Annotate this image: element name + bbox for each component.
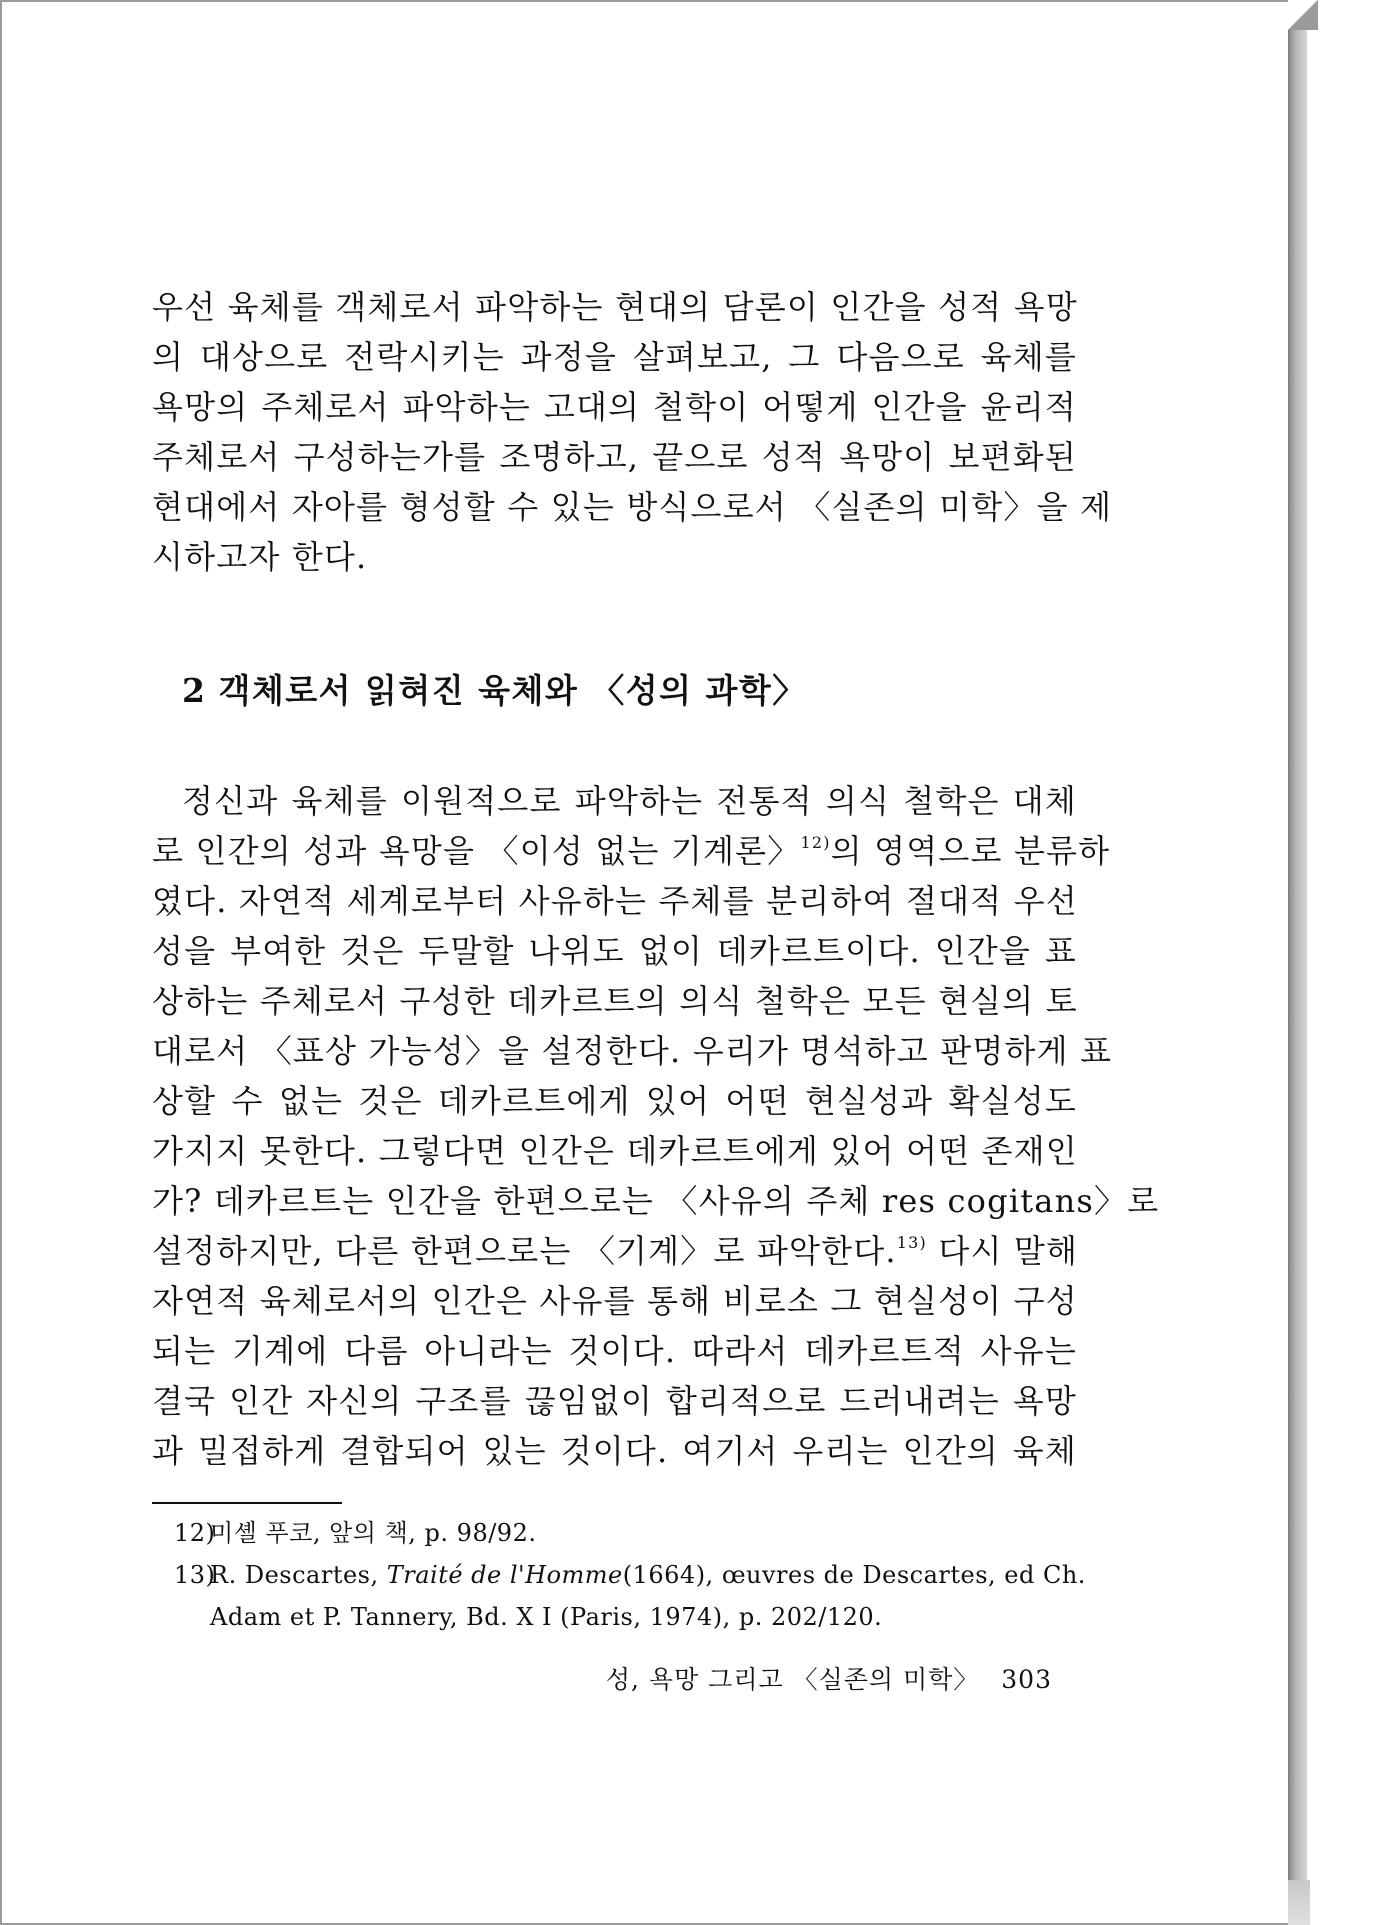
text-line: 의 대상으로 전락시키는 과정을 살펴보고, 그 다음으로 육체를 [152, 338, 1077, 376]
text-segment: 의 영역으로 분류하 [830, 832, 1111, 870]
text-line [152, 1226, 1077, 1276]
page-body [152, 282, 1160, 1638]
text-line: 욕망의 주체로서 파악하는 고대의 철학이 어떻게 인간을 윤리적 [152, 388, 1077, 426]
text-line: 되는 기계에 다름 아니라는 것이다. 따라서 데카르트적 사유는 [152, 1332, 1077, 1370]
footnote-number: 13) [174, 1561, 216, 1589]
text-line: 가? 데카르트는 인간을 한편으로는 〈사유의 주체 res cogitans〉로 [152, 1182, 1160, 1220]
text-line: 상하는 주체로서 구성한 데카르트의 의식 철학은 모든 현실의 토 [152, 982, 1078, 1020]
text-line: 였다. 자연적 세계로부터 사유하는 주체를 분리하여 절대적 우선 [152, 882, 1078, 920]
footnotes [152, 1512, 1086, 1638]
footnote-13 [152, 1554, 1086, 1596]
section-title: 객체로서 읽혀진 육체와 〈성의 과학〉 [218, 671, 807, 710]
page-stack-edge [1288, 0, 1307, 1925]
body-paragraph [152, 776, 1160, 1476]
footnote-text: (1664), œuvres de Descartes, ed Ch. [622, 1561, 1086, 1589]
text-line: 시하고자 한다. [152, 538, 368, 576]
footnote-12 [152, 1512, 1077, 1554]
text-line: 결국 인간 자신의 구조를 끊임없이 합리적으로 드러내려는 욕망 [152, 1382, 1077, 1420]
text-line: 가지지 못한다. 그렇다면 인간은 데카르트에게 있어 어떤 존재인 [152, 1132, 1078, 1170]
running-title: 성, 욕망 그리고 〈실존의 미학〉 [605, 1665, 980, 1694]
text-line [152, 826, 1111, 876]
text-line: 상할 수 없는 것은 데카르트에게 있어 어떤 현실성과 확실성도 [152, 1082, 1077, 1120]
text-line: 우선 육체를 객체로서 파악하는 현대의 담론이 인간을 성적 욕망 [152, 288, 1078, 326]
section-number: 2 [182, 671, 207, 710]
text-segment: 로 인간의 성과 욕망을 〈이성 없는 기계론〉 [152, 832, 801, 870]
section-heading [182, 666, 1077, 716]
text-line: 성을 부여한 것은 두말할 나위도 없이 데카르트이다. 인간을 표 [152, 932, 1077, 970]
footnote-book-title: Traité de l'Homme [386, 1561, 623, 1589]
intro-paragraph [152, 282, 1113, 582]
text-line: 현대에서 자아를 형성할 수 있는 방식으로서 〈실존의 미학〉을 제 [152, 488, 1113, 526]
footnote-text: R. Descartes, [210, 1561, 387, 1589]
footnote-divider [152, 1502, 342, 1504]
footnote-number: 12) [174, 1519, 216, 1547]
text-segment: 설정하지만, 다른 한편으로는 〈기계〉로 파악한다. [152, 1232, 897, 1270]
text-line: 자연적 육체로서의 인간은 사유를 통해 비로소 그 현실성이 구성 [152, 1282, 1078, 1320]
footnote-text: 미셸 푸코, 앞의 책, p. 98/92. [210, 1519, 537, 1547]
text-line: 주체로서 구성하는가를 조명하고, 끝으로 성적 욕망이 보편화된 [152, 438, 1077, 476]
footnote-13-continued: Adam et P. Tannery, Bd. X I (Paris, 1974), p. 202/120. [210, 1603, 883, 1631]
text-line: 과 밀접하게 결합되어 있는 것이다. 여기서 우리는 인간의 육체 [152, 1432, 1077, 1470]
text-line: 대로서 〈표상 가능성〉을 설정한다. 우리가 명석하고 판명하게 표 [152, 1032, 1113, 1070]
footnote-ref-12: 12) [800, 833, 831, 852]
page-bottom-edge [1288, 1880, 1310, 1925]
page-fold-corner [1288, 0, 1318, 30]
text-segment: 다시 말해 [926, 1232, 1079, 1270]
text-line: 정신과 육체를 이원적으로 파악하는 전통적 의식 철학은 대체 [182, 782, 1077, 820]
footnote-ref-13: 13) [896, 1233, 927, 1252]
page-number: 303 [1001, 1665, 1052, 1694]
running-footer [152, 1660, 1052, 1696]
